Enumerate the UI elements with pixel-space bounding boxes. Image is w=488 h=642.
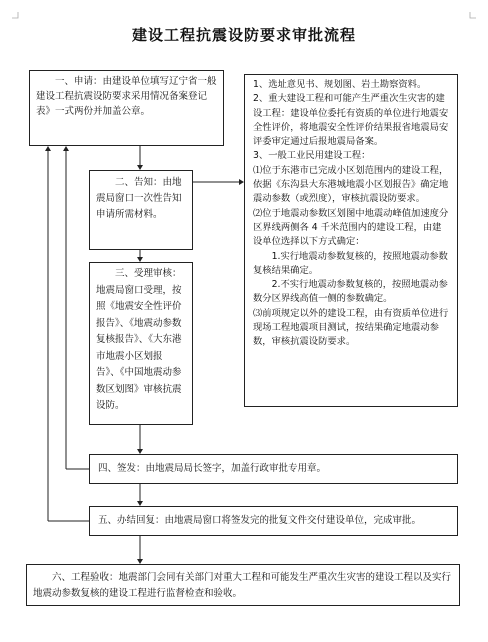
materials-line-6: 1.实行地震动参数复核的，按照地震动参数复核结果确定。 xyxy=(253,250,448,276)
step4-text: 四、签发：由地震局局长签字，加盖行政审批专用章。 xyxy=(98,463,327,474)
step6-text: 六、工程验收：地震部门会同有关部门对重大工程和可能发生严重次生灾害的建设工程以及实行地震动参数复核的建设工程进行监督检查和验收。 xyxy=(33,572,452,599)
materials-line-3: 3、一般工业民用建设工程： xyxy=(253,150,371,162)
materials-line-1: 1、选址意见书、规划图、岩土勘察资料。 xyxy=(253,79,427,90)
materials-line-2: 2、重大建设工程和可能产生严重次生灾害的建设工程：建设单位委托有资质的单位进行地震安全性评价，将地震安全性评价结果报省地震局安评委审定通过后报地震局备案。 xyxy=(253,93,449,148)
step1-text: 一、申请：由建设单位填写辽宁省一般建设工程抗震设防要求采用情况备案登记表》一式两份并加盖公章。 xyxy=(36,76,217,117)
arrowhead-to-materials xyxy=(239,179,244,185)
arrowhead-to-step3 xyxy=(137,257,143,262)
materials-line-5: ⑵位于地震动参数区划图中地震动峰值加速度分区界线两侧各 4 千米范围内的建设工程，由建设单位选择以下方式确定： xyxy=(253,207,449,248)
arrowhead-to-step5 xyxy=(137,501,143,506)
arrowhead-to-step4 xyxy=(137,449,143,454)
arrowhead-feedback-step5 xyxy=(45,146,51,151)
materials-line-4: ⑴位于东港市已完成小区划范围内的建设工程，依据《东沟县大东港城地震小区划报告》确定地震动参数（或烈度），审核抗震设防要求。 xyxy=(253,164,449,205)
arrowhead-to-step6 xyxy=(137,559,143,564)
arrowhead-feedback-step4 xyxy=(63,146,69,151)
materials-line-7: 2.不实行地震动参数复核的，按照地震动参数分区界线高值一侧的参数确定。 xyxy=(253,279,448,305)
arrowhead-to-step2 xyxy=(137,165,143,170)
step5-text: 五、办结回复：由地震局窗口将签发完的批复文件交付建设单位，完成审批。 xyxy=(98,515,422,526)
step2-text: 二、告知：由地震局窗口一次性告知申请所需材料。 xyxy=(96,177,182,220)
materials-line-8: ⑶前项规定以外的建设工程，由有资质单位进行现场工程地震项目测试，按结果确定地震动参数，审核抗震设防要求。 xyxy=(253,307,449,348)
page-title: 建设工程抗震设防要求审批流程 xyxy=(131,26,356,44)
step3-text: 三、受理审核：地震局窗口受理，按照《地震安全性评价报告》、《地震动参数复核报告》、《大东港市地震小区划报告》、《中国地震动参数区划图》审核抗震设防。 xyxy=(96,268,182,411)
